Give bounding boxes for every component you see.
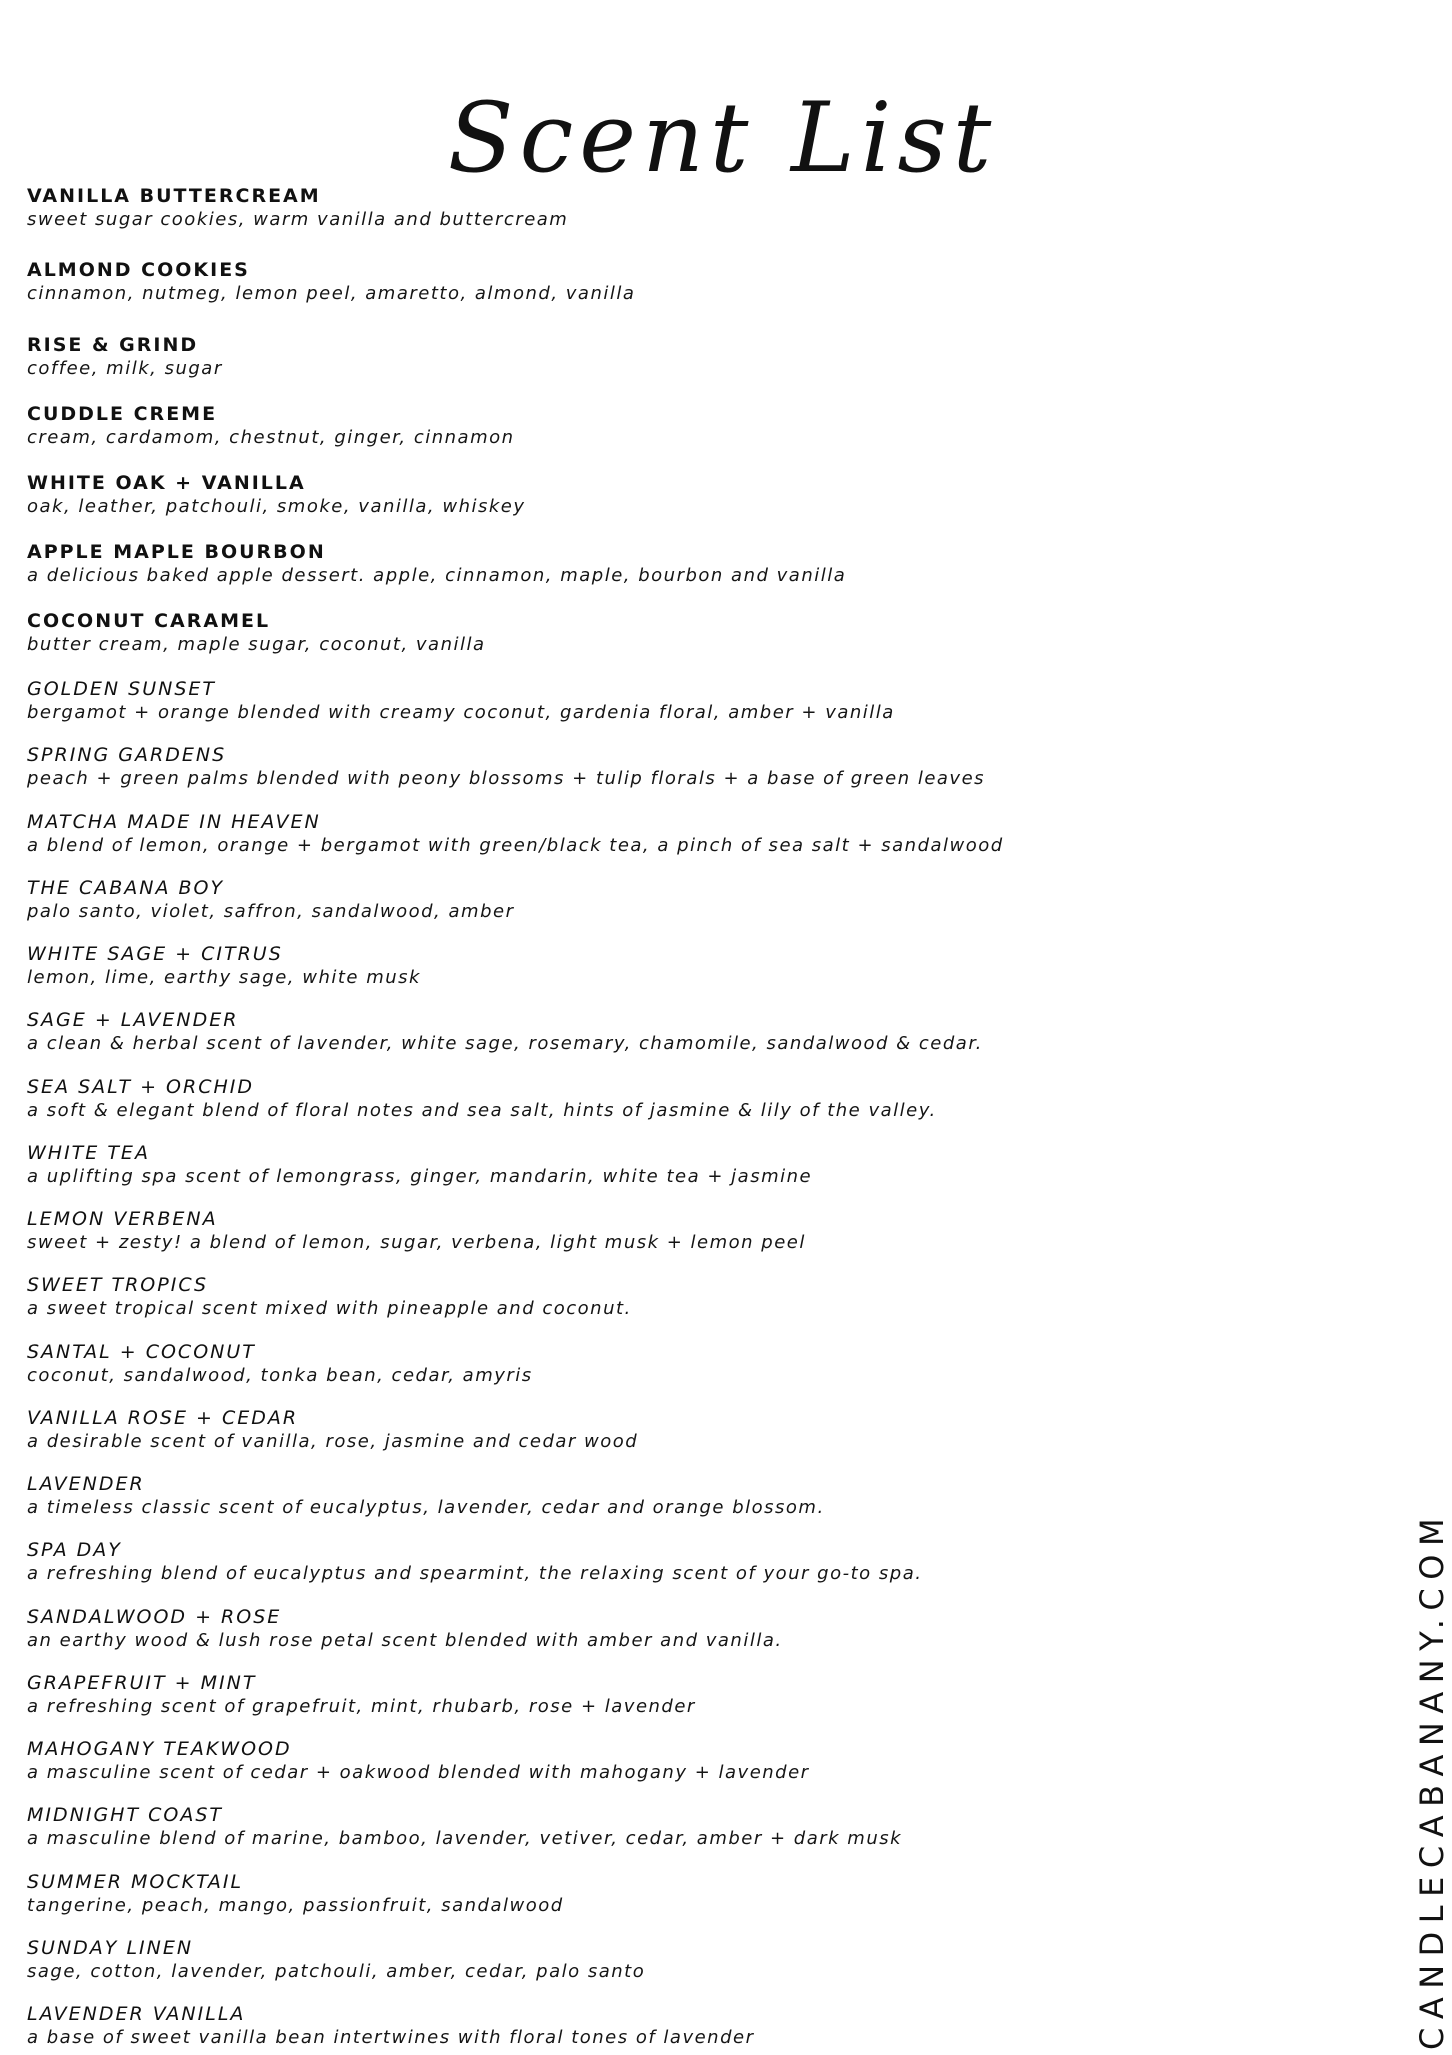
scent-name: SEA SALT + ORCHID (27, 1076, 255, 1098)
scent-notes: cream, cardamom, chestnut, ginger, cinnamon (27, 427, 515, 448)
scent-item (27, 1406, 1327, 1454)
scent-name: LEMON VERBENA (27, 1208, 218, 1230)
scent-name: THE CABANA BOY (27, 877, 225, 899)
scent-notes: coconut, sandalwood, tonka bean, cedar, amyris (27, 1365, 533, 1386)
scent-item (27, 1870, 1327, 1918)
scent-notes: a delicious baked apple dessert. apple, cinnamon, maple, bourbon and vanilla (27, 565, 847, 586)
scent-notes: a uplifting spa scent of lemongrass, ginger, mandarin, white tea + jasmine (27, 1166, 813, 1187)
scent-name: SWEET TROPICS (27, 1274, 209, 1296)
scent-notes: tangerine, peach, mango, passionfruit, sandalwood (27, 1895, 564, 1916)
scent-name: MATCHA MADE IN HEAVEN (27, 811, 321, 833)
scent-notes: a clean & herbal scent of lavender, white sage, rosemary, chamomile, sandalwood & cedar. (27, 1033, 983, 1054)
scent-notes: oak, leather, patchouli, smoke, vanilla, whiskey (27, 496, 526, 517)
scent-item (27, 1472, 1327, 1520)
scent-notes: a masculine blend of marine, bamboo, lavender, vetiver, cedar, amber + dark musk (27, 1828, 903, 1849)
scent-item (27, 1273, 1327, 1321)
scent-item (27, 184, 1327, 232)
scent-notes: coffee, milk, sugar (27, 358, 223, 379)
scent-name: SUNDAY LINEN (27, 1937, 194, 1959)
scent-item (27, 1936, 1327, 1984)
scent-item (27, 1671, 1327, 1719)
scent-name: SPRING GARDENS (27, 744, 227, 766)
scent-item (27, 471, 1327, 519)
scent-notes: sweet sugar cookies, warm vanilla and buttercream (27, 209, 569, 230)
scent-name: VANILLA ROSE + CEDAR (27, 1407, 299, 1429)
scent-item (27, 1207, 1327, 1255)
scent-name: APPLE MAPLE BOURBON (27, 541, 326, 563)
scent-item (27, 1141, 1327, 1189)
scent-name: COCONUT CARAMEL (27, 610, 271, 632)
scent-name: GRAPEFRUIT + MINT (27, 1672, 257, 1694)
scent-item (27, 2002, 1327, 2050)
scent-item (27, 1008, 1327, 1056)
scent-item (27, 609, 1327, 657)
scent-name: SAGE + LAVENDER (27, 1009, 239, 1031)
scent-item (27, 258, 1327, 306)
scent-item (27, 942, 1327, 990)
scent-notes: a sweet tropical scent mixed with pineapple and coconut. (27, 1298, 632, 1319)
scent-notes: an earthy wood & lush rose petal scent blended with amber and vanilla. (27, 1630, 783, 1651)
scent-notes: sage, cotton, lavender, patchouli, amber, cedar, palo santo (27, 1961, 646, 1982)
scent-notes: a desirable scent of vanilla, rose, jasmine and cedar wood (27, 1431, 639, 1452)
scent-item (27, 743, 1327, 791)
scent-name: MIDNIGHT COAST (27, 1804, 223, 1826)
scent-notes: a soft & elegant blend of floral notes and sea salt, hints of jasmine & lily of the valley. (27, 1100, 937, 1121)
scent-item (27, 677, 1327, 725)
scent-name: LAVENDER VANILLA (27, 2003, 246, 2025)
scent-item (27, 1340, 1327, 1388)
scent-item (27, 1737, 1327, 1785)
scent-notes: cinnamon, nutmeg, lemon peel, amaretto, almond, vanilla (27, 283, 636, 304)
scent-notes: a base of sweet vanilla bean intertwines with floral tones of lavender (27, 2027, 755, 2048)
scent-item (27, 810, 1327, 858)
scent-item (27, 876, 1327, 924)
scent-item (27, 1803, 1327, 1851)
scent-name: SANTAL + COCONUT (27, 1341, 256, 1363)
scent-item (27, 540, 1327, 588)
scent-name: WHITE TEA (27, 1142, 150, 1164)
website-url: CANDLECABANANY.COM (1413, 1509, 1451, 2050)
scent-name: ALMOND COOKIES (27, 259, 250, 281)
scent-name: WHITE OAK + VANILLA (27, 472, 306, 494)
scent-notes: a refreshing blend of eucalyptus and spearmint, the relaxing scent of your go-to spa. (27, 1563, 923, 1584)
scent-name: VANILLA BUTTERCREAM (27, 185, 321, 207)
scent-name: SUMMER MOCKTAIL (27, 1871, 244, 1893)
scent-notes: bergamot + orange blended with creamy coconut, gardenia floral, amber + vanilla (27, 702, 895, 723)
scent-notes: peach + green palms blended with peony blossoms + tulip florals + a base of green leaves (27, 768, 986, 789)
scent-name: LAVENDER (27, 1473, 145, 1495)
scent-item (27, 1605, 1327, 1653)
scent-name: SANDALWOOD + ROSE (27, 1606, 282, 1628)
scent-notes: a blend of lemon, orange + bergamot with green/black tea, a pinch of sea salt + sandalwood (27, 835, 1004, 856)
scent-notes: butter cream, maple sugar, coconut, vanilla (27, 634, 486, 655)
scent-item (27, 1538, 1327, 1586)
scent-name: GOLDEN SUNSET (27, 678, 217, 700)
scent-notes: a masculine scent of cedar + oakwood blended with mahogany + lavender (27, 1762, 810, 1783)
scent-name: RISE & GRIND (27, 334, 199, 356)
scent-notes: lemon, lime, earthy sage, white musk (27, 967, 421, 988)
scent-item (27, 333, 1327, 381)
scent-name: MAHOGANY TEAKWOOD (27, 1738, 292, 1760)
scent-notes: palo santo, violet, saffron, sandalwood, amber (27, 901, 515, 922)
scent-name: WHITE SAGE + CITRUS (27, 943, 283, 965)
scent-item (27, 402, 1327, 450)
scent-item (27, 1075, 1327, 1123)
scent-name: CUDDLE CREME (27, 403, 218, 425)
scent-notes: sweet + zesty! a blend of lemon, sugar, verbena, light musk + lemon peel (27, 1232, 806, 1253)
scent-notes: a refreshing scent of grapefruit, mint, rhubarb, rose + lavender (27, 1696, 696, 1717)
scent-notes: a timeless classic scent of eucalyptus, lavender, cedar and orange blossom. (27, 1497, 825, 1518)
scent-name: SPA DAY (27, 1539, 122, 1561)
page-title: Scent List (447, 82, 998, 195)
